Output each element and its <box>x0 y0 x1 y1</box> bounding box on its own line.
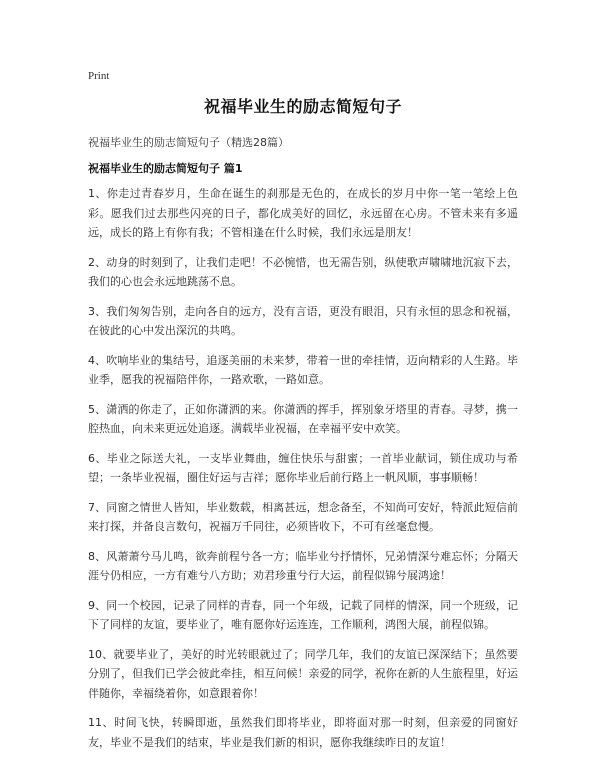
paragraph: 5、潇洒的你走了，正如你潇洒的来。你潇洒的挥手，挥别象牙塔里的青春。寻梦，携一腔热血，向未来更远处追逐。满载毕业祝福，在幸福平安中欢笑。 <box>88 402 518 435</box>
print-label: Print <box>88 70 110 82</box>
paragraph: 2、动身的时刻到了，让我们走吧！不必惋惜，也无需告别，纵使歌声啸啸地沉寂下去，我们的心也会永远地跳荡不息。 <box>88 255 518 288</box>
paragraph-list <box>88 184 518 762</box>
paragraph: 8、风萧萧兮马儿鸣，欲奔前程兮各一方；临毕业兮抒情怀，兄弟情深兮难忘怀；分隔天涯兮仍相应，一方有难兮八方助；劝君珍重兮行大运，前程似锦兮展鸿途！ <box>88 549 518 582</box>
paragraph: 7、同窗之情世人皆知，毕业数载，相离甚远，想念备至，不知尚可安好，特派此短信前来打探，并备良言数句，祝福万千同往，必须皆收下，不可有丝毫怠慢。 <box>88 500 518 533</box>
paragraph: 11、时间飞快，转瞬即逝，虽然我们即将毕业，即将面对那一时刻，但亲爱的同窗好友，毕业不是我们的结束，毕业是我们新的相识，愿你我继续昨日的友谊！ <box>88 716 518 749</box>
paragraph: 4、吹响毕业的集结号，追逐美丽的未来梦，带着一世的牵挂情，迈向精彩的人生路。毕业季，愿我的祝福陪伴你，一路欢歌，一路如意。 <box>88 353 518 386</box>
document-subtitle: 祝福毕业生的励志简短句子（精选28篇） <box>88 136 289 149</box>
paragraph: 6、毕业之际送大礼，一支毕业舞曲，缠住快乐与甜蜜；一首毕业献词，锁住成功与希望；一条毕业祝福，圈住好运与吉祥；愿你毕业后前行路上一帆风顺，事事顺畅！ <box>88 451 518 484</box>
page-title: 祝福毕业生的励志简短句子 <box>203 97 402 116</box>
paragraph: 1、你走过青春岁月，生命在诞生的刹那是无色的，在成长的岁月中你一笔一笔绘上色彩。愿我们过去那些闪亮的日子，都化成美好的回忆，永远留在心房。不管未来有多遥远，成长的路上有你有我；不管相逢在什么时候，我们永远是朋友！ <box>88 187 518 239</box>
section-heading: 祝福毕业生的励志简短句子 篇1 <box>88 162 243 175</box>
paragraph: 10、就要毕业了，美好的时光转眼就过了；同学几年，我们的友谊已深深结下；虽然要分别了，但我们已学会彼此牵挂，相互问候！亲爱的同学，祝你在新的人生旅程里，好运伴随你，幸福绕着你，如意跟着你！ <box>88 647 518 700</box>
paragraph: 3、我们匆匆告别，走向各自的远方，没有言语，更没有眼泪，只有永恒的思念和祝福，在彼此的心中发出深沉的共鸣。 <box>88 304 518 337</box>
paragraph: 9、同一个校园，记录了同样的青春，同一个年级，记载了同样的情深，同一个班级，记下了同样的友谊，要毕业了，唯有愿你好运连连，工作顺利，鸿图大展，前程似锦。 <box>88 598 518 631</box>
